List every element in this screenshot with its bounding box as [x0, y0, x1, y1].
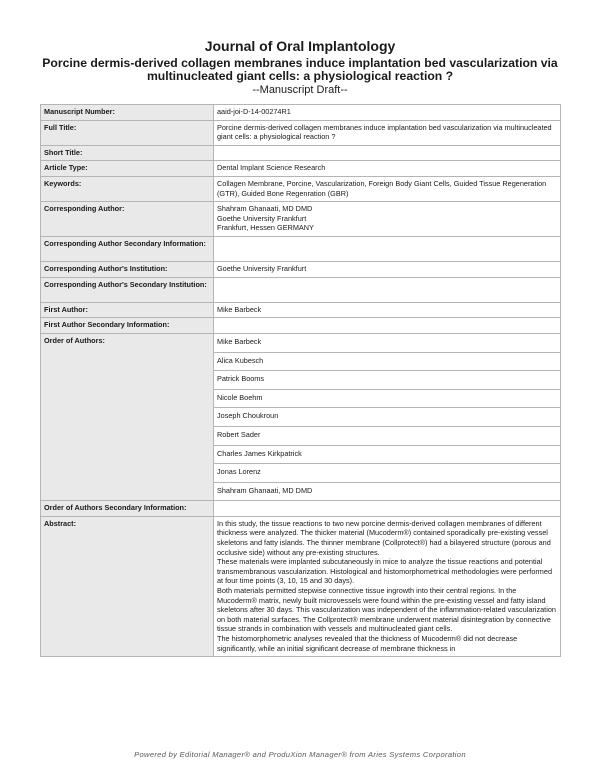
field-value	[214, 501, 561, 517]
abstract-paragraph: These materials were implanted subcutaneously in mice to analyze the tissue reactions and potential transmembranous vascularization. Histological and histomorphometrical methodologies were performed at four time points (3, 10, 15 and 30 days).	[217, 557, 553, 586]
field-value: Mike Barbeck	[214, 302, 561, 318]
row-keywords	[41, 176, 561, 201]
abstract-paragraph: Both materials permitted stepwise connective tissue ingrowth into their central regions. In the Mucoderm® matrix, newly built microvessels were found within the pre-existing vessel and fatty island skeletons after 30 days. This vascularization was independent of the inflammation-related vascularization on both material surfaces. The Collprotect® membrane underwent material disintegration by connective tissue strands in combination with vessels and multinucleated giant cells.	[217, 586, 556, 634]
field-label: Full Title:	[41, 120, 214, 145]
author-list	[214, 333, 561, 500]
row-manuscript-number	[41, 105, 561, 121]
field-label: Corresponding Author's Secondary Institution:	[41, 277, 214, 302]
row-order-of-authors	[41, 333, 561, 500]
row-first-author	[41, 302, 561, 318]
author-entry: Joseph Choukroun	[214, 408, 560, 427]
author-entry: Patrick Booms	[214, 371, 560, 390]
row-article-type	[41, 161, 561, 177]
author-entry: Shahram Ghanaati, MD DMD	[217, 485, 313, 495]
abstract-paragraph: The histomorphometric analyses revealed that the thickness of Mucoderm® did not decrease significantly, while an initial significant decrease of membrane thickness in	[217, 634, 518, 653]
field-label: Corresponding Author:	[41, 202, 214, 237]
manuscript-draft-label: --Manuscript Draft--	[252, 84, 348, 96]
field-label: First Author Secondary Information:	[41, 318, 214, 334]
row-full-title	[41, 120, 561, 145]
field-value	[214, 318, 561, 334]
author-affiliation: Goethe University Frankfurt	[217, 213, 307, 223]
field-label: Corresponding Author's Institution:	[41, 262, 214, 278]
field-value: Goethe University Frankfurt	[214, 262, 561, 278]
field-label: Order of Authors:	[41, 333, 214, 500]
abstract-text	[214, 516, 561, 656]
field-label: Manuscript Number:	[41, 105, 214, 121]
author-entry: Nicole Boehm	[214, 390, 560, 409]
field-value	[214, 145, 561, 161]
field-label: Keywords:	[41, 176, 214, 201]
field-value: aaid-joi-D-14-00274R1	[214, 105, 561, 121]
journal-name: Journal of Oral Implantology	[204, 38, 396, 54]
author-entry: Jonas Lorenz	[214, 464, 560, 483]
author-entry: Charles James Kirkpatrick	[214, 446, 560, 465]
row-ca-secondary-info	[41, 237, 561, 262]
author-entry: Mike Barbeck	[214, 334, 560, 353]
field-label: First Author:	[41, 302, 214, 318]
author-name: Shahram Ghanaati, MD DMD	[217, 204, 313, 214]
field-value	[214, 202, 561, 237]
row-corresponding-author	[41, 202, 561, 237]
author-location: Frankfurt, Hessen GERMANY	[217, 223, 314, 233]
abstract-paragraph: In this study, the tissue reactions to two new porcine dermis-derived collagen membranes of different thickness were analyzed. The thicker material (Mucoderm®) contained sporadically pre-existing vessel skeletons and fatty islands. The thinner membrane (Collprotect®) had a bilayered structure (porous and occlusive side) without any pre-existing structures.	[217, 518, 551, 557]
field-value: Collagen Membrane, Porcine, Vascularization, Foreign Body Giant Cells, Guided Tissue Regeneration (GTR), Guided Bone Regenration (GBR)	[214, 176, 561, 201]
author-entry: Alica Kubesch	[214, 353, 560, 372]
row-order-secondary	[41, 501, 561, 517]
row-first-author-secondary	[41, 318, 561, 334]
field-label: Abstract:	[41, 516, 214, 656]
field-value	[214, 277, 561, 302]
field-value	[214, 237, 561, 262]
row-ca-secondary-institution	[41, 277, 561, 302]
author-entry: Robert Sader	[214, 427, 560, 446]
row-short-title	[41, 145, 561, 161]
row-ca-institution	[41, 262, 561, 278]
field-label: Short Title:	[41, 145, 214, 161]
field-label: Article Type:	[41, 161, 214, 177]
field-label: Order of Authors Secondary Information:	[41, 501, 214, 517]
footer-credit: Powered by Editorial Manager® and ProduXion Manager® from Aries Systems Corporation	[134, 750, 466, 759]
article-title: Porcine dermis-derived collagen membranes induce implantation bed vascularization via multinucleated giant cells: a physiological reaction ?	[42, 56, 558, 83]
field-label: Corresponding Author Secondary Information:	[41, 237, 214, 262]
field-value: Porcine dermis-derived collagen membranes induce implantation bed vascularization via multinucleated giant cells: a physiological reaction ?	[214, 120, 561, 145]
field-value: Dental Implant Science Research	[214, 161, 561, 177]
manuscript-metadata-table	[40, 104, 561, 657]
row-abstract	[41, 516, 561, 656]
